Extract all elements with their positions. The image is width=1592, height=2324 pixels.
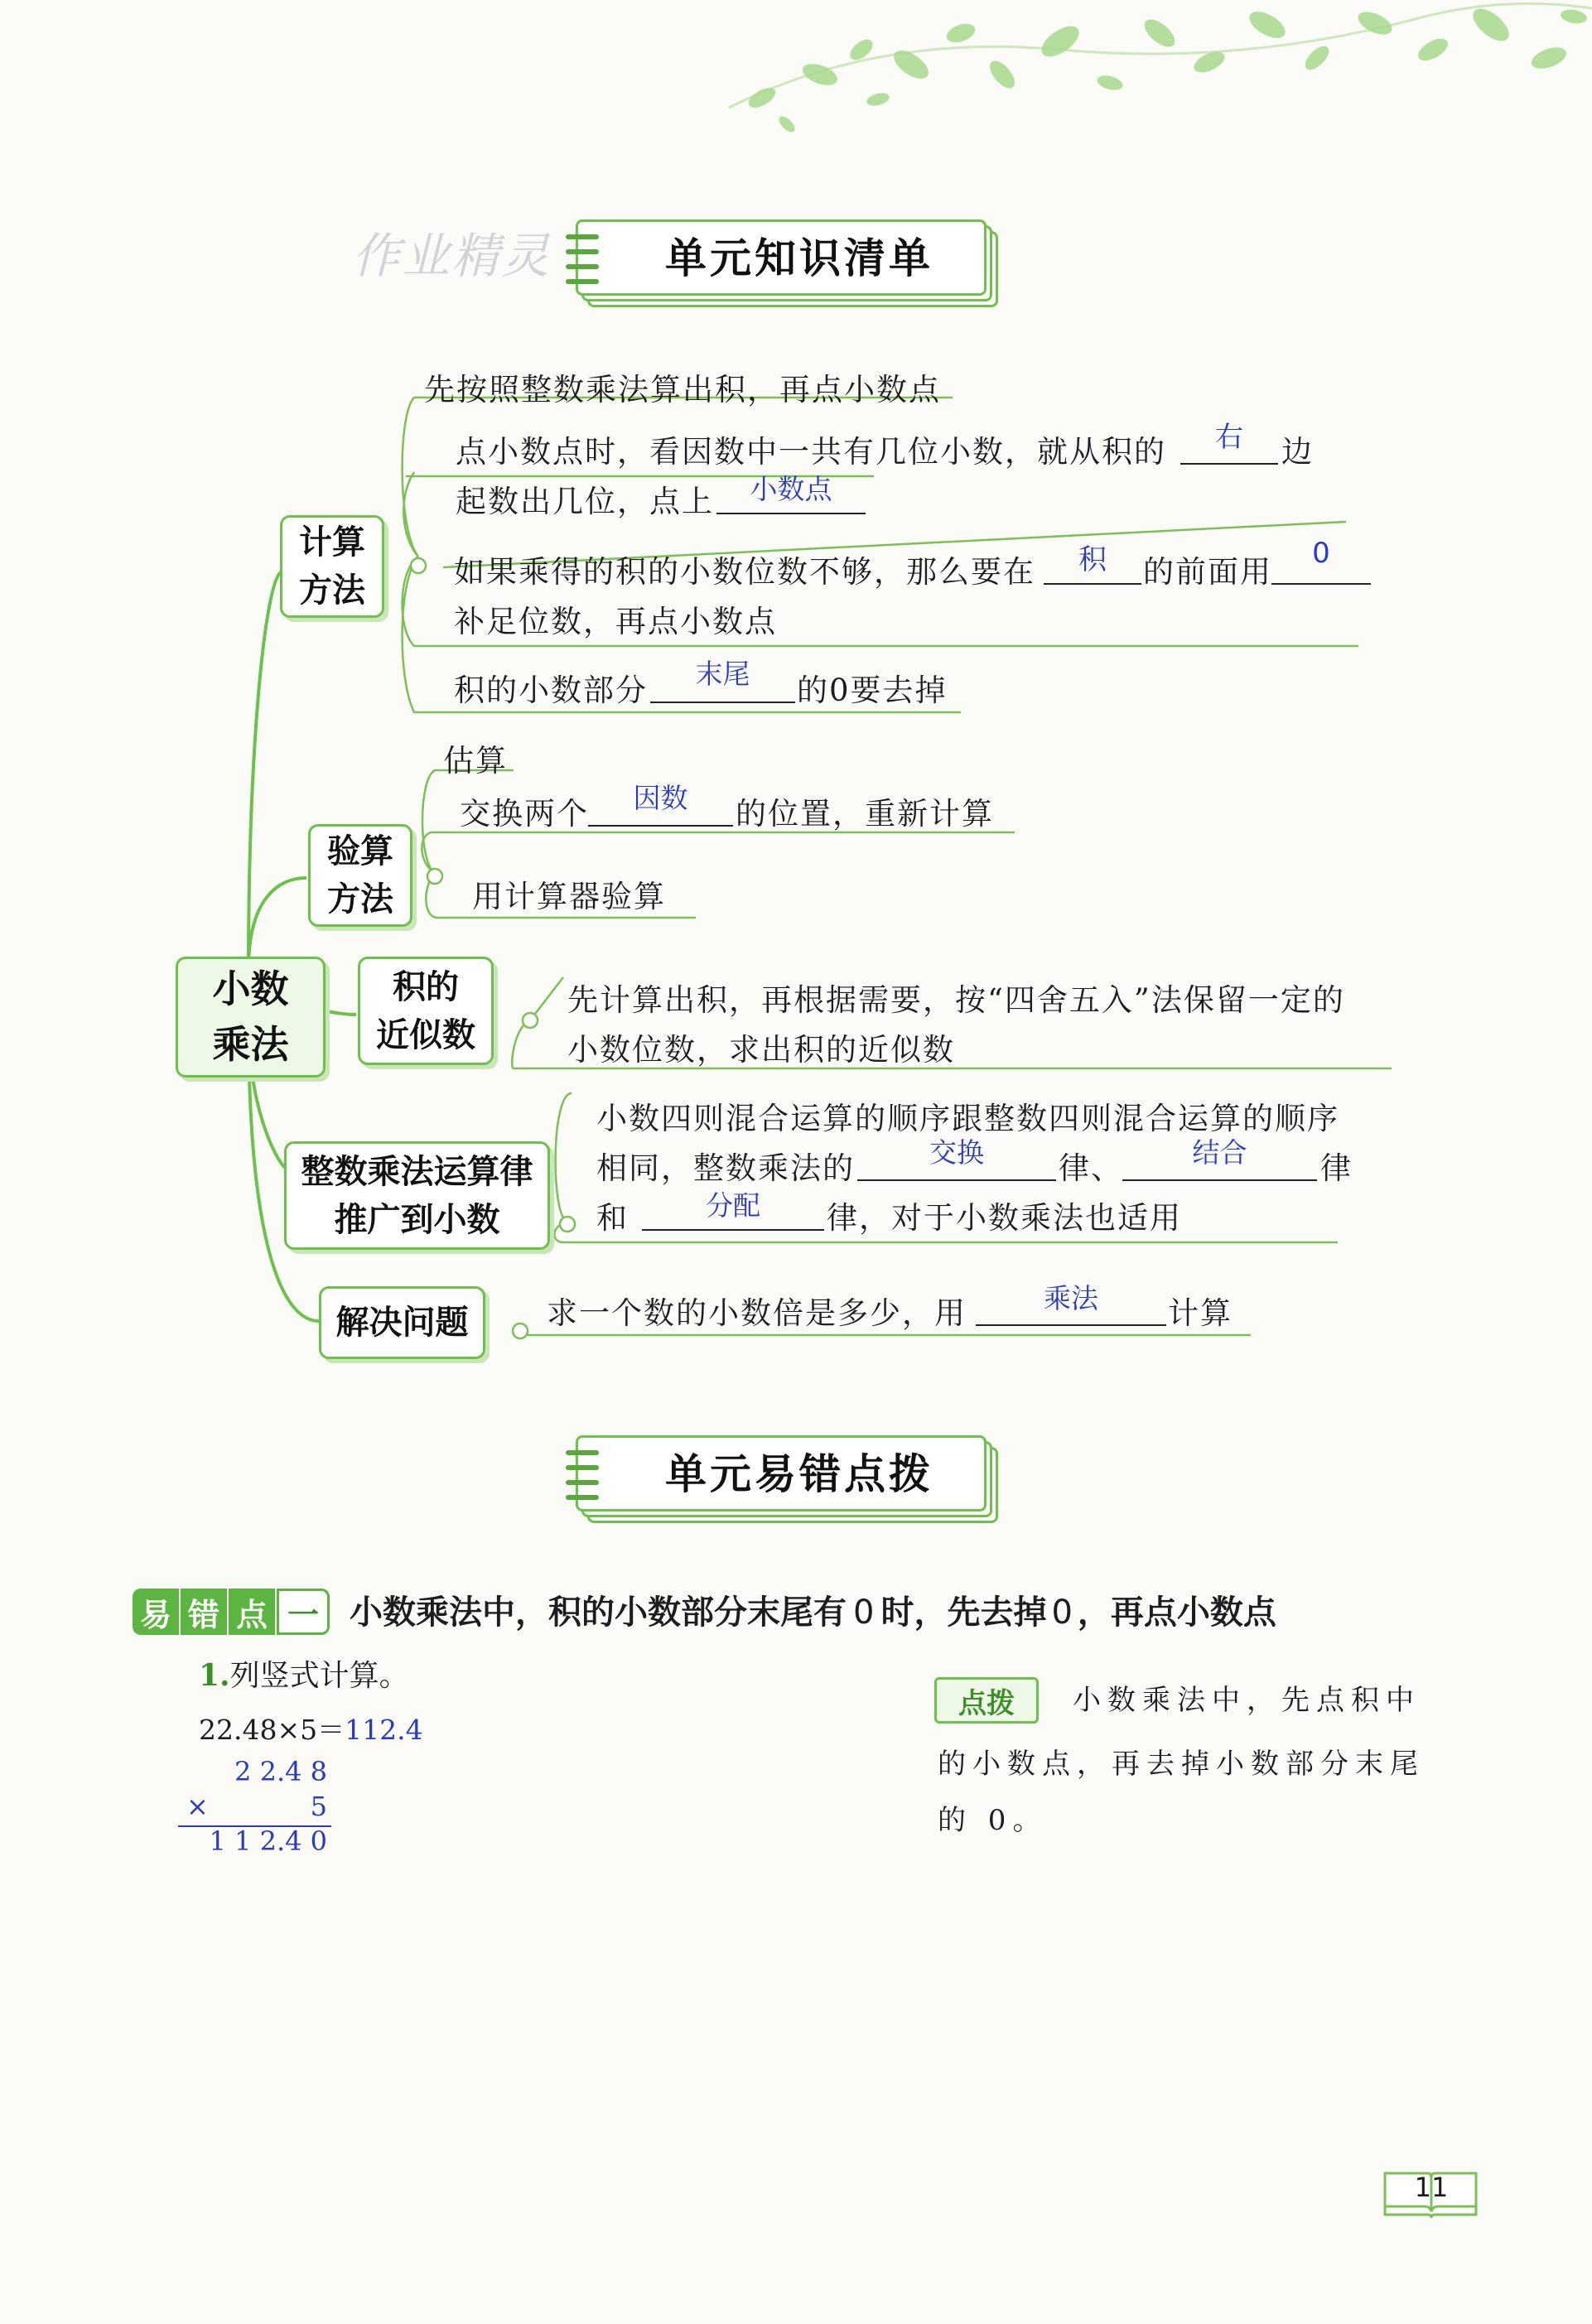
approx-line1: 先计算出积，再根据需要，按“四舍五入”法保留一定的: [567, 982, 1345, 1018]
error-badge-char: 一: [277, 1589, 330, 1635]
expression-text: 22.48×5＝: [199, 1714, 345, 1746]
tip-line3: 的 0。: [938, 1804, 1048, 1837]
branch-label: 方法: [327, 880, 393, 919]
error-badge-char: 错: [181, 1589, 227, 1635]
tip-label: 点拨: [934, 1677, 1039, 1724]
branch-label: 推广到小数: [334, 1200, 500, 1239]
vertical-calculation: [178, 1756, 331, 1855]
heading-zero: 0: [853, 1594, 875, 1632]
tip-line2: 的小数点，再去掉小数部分末尾: [938, 1748, 1425, 1781]
tip-line1: 小数乘法中，先点积中: [1073, 1684, 1421, 1717]
solve-line-a: 求一个数的小数倍是多少，用: [547, 1295, 967, 1331]
laws-line3-b: 律，对于小数乘法也适用: [827, 1200, 1182, 1236]
check-item2-a: 交换两个: [460, 796, 589, 832]
calc-item1-c: 起数出几位，点上: [456, 484, 714, 519]
vertical-top: 2 2.4 8: [234, 1756, 327, 1787]
watermark: 作业精灵: [352, 228, 552, 284]
page-number: 11: [1414, 2172, 1449, 2203]
root-line1: 小数: [212, 967, 289, 1012]
calc-item3-b: 的0要去掉: [797, 673, 948, 708]
check-item2-b: 的位置，重新计算: [736, 796, 994, 832]
answer: 末尾: [695, 658, 750, 690]
error-badge-char: 易: [133, 1589, 179, 1635]
error-heading: [350, 1586, 1276, 1633]
exercise-instruction: [199, 1652, 409, 1695]
exercise-expression: [199, 1709, 423, 1748]
vertical-multiplier: 5: [310, 1791, 327, 1822]
branch-check-method: [308, 824, 412, 927]
vertical-operator: ×: [186, 1791, 209, 1822]
check-item3: 用计算器验算: [472, 879, 666, 914]
root-node: [176, 957, 326, 1078]
branch-label: 验算: [327, 832, 393, 870]
branch-label: 方法: [299, 571, 365, 610]
laws-line1: 小数四则混合运算的顺序跟整数四则混合运算的顺序: [596, 1101, 1339, 1136]
check-item1: 估算: [443, 743, 508, 779]
laws-line2-c: 律: [1320, 1150, 1353, 1186]
answer: 0: [1312, 537, 1330, 570]
branch-laws-extend: [284, 1141, 550, 1250]
vertical-result: 1 1 2.4 0: [209, 1825, 327, 1857]
branch-calc-method: [280, 515, 384, 618]
branch-approx-product: [358, 957, 494, 1065]
answer: 因数: [633, 782, 688, 814]
answer: 小数点: [750, 473, 832, 505]
branch-solve-problem: [319, 1286, 485, 1359]
calc-item2-a: 如果乘得的积的小数位数不够，那么要在: [454, 554, 1035, 590]
answer: 乘法: [1044, 1282, 1098, 1314]
root-line2: 乘法: [212, 1022, 289, 1067]
exercise-number: 1.: [199, 1658, 230, 1693]
laws-line2-a: 相同，整数乘法的: [596, 1150, 855, 1186]
section-title: 单元易错点拨: [665, 1450, 933, 1498]
approx-line2: 小数位数，求出积的近似数: [567, 1032, 955, 1068]
branch-label: 近似数: [376, 1015, 475, 1054]
heading-text: 小数乘法中，积的小数部分末尾有: [350, 1594, 847, 1632]
calc-item1-a: 点小数点时，看因数中一共有几位小数，就从积的: [456, 434, 1166, 470]
answer: 积: [1078, 543, 1107, 576]
branch-label: 积的: [393, 967, 459, 1006]
calc-step1: 先按照整数乘法算出积，再点小数点: [424, 372, 941, 407]
branch-label: 整数乘法运算律: [301, 1152, 533, 1191]
laws-line3-a: 和: [596, 1200, 629, 1236]
exercise-text: 列竖式计算。: [229, 1659, 409, 1693]
calc-item2-c: 补足位数，再点小数点: [454, 604, 777, 639]
section-banner-errors: [576, 1435, 994, 1520]
solve-line-b: 计算: [1168, 1295, 1233, 1331]
error-badge-char: 点: [229, 1589, 275, 1635]
calc-item3-a: 积的小数部分: [454, 673, 648, 708]
heading-text: ，再点小数点: [1077, 1594, 1276, 1632]
heading-zero: 0: [1051, 1594, 1073, 1632]
answer: 交换: [929, 1136, 984, 1169]
answer: 右: [1215, 421, 1243, 454]
branch-label: 解决问题: [335, 1304, 469, 1342]
branch-label: 计算: [299, 523, 365, 562]
answer: 112.4: [345, 1714, 423, 1746]
calc-item2-b: 的前面用: [1143, 554, 1272, 590]
heading-text: 时，先去掉: [880, 1594, 1047, 1632]
section-title: 单元知识清单: [665, 234, 933, 282]
laws-line2-b: 律、: [1059, 1150, 1123, 1186]
calc-item1-b: 边: [1281, 434, 1314, 470]
answer: 结合: [1192, 1136, 1247, 1169]
answer: 分配: [706, 1189, 760, 1222]
